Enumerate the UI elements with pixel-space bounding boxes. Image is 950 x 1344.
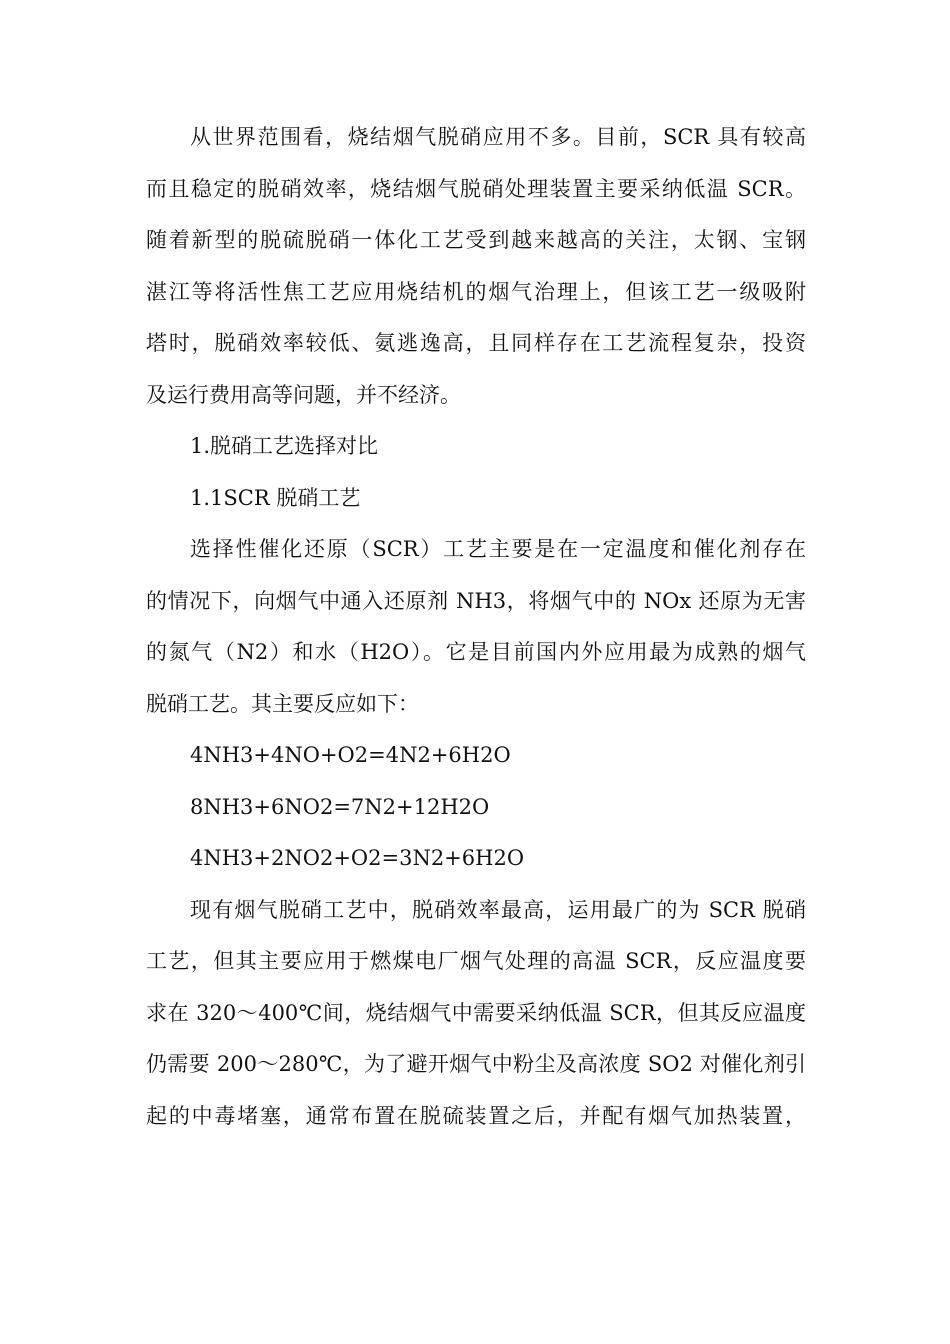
- text-line: 求在 320～400℃间，烧结烟气中需要采纳低温 SCR，但其反应温度: [146, 1000, 806, 1025]
- text-line: 选择性催化还原（SCR）工艺主要是在一定温度和催化剂存在: [190, 537, 806, 561]
- paragraph-comparison: [146, 885, 806, 1143]
- text-line: 工艺，但其主要应用于燃煤电厂烟气处理的高温 SCR，反应温度要: [146, 949, 806, 973]
- text-line: 塔时，脱硝效率较低、氨逃逸高，且同样存在工艺流程复杂，投资: [146, 331, 806, 355]
- text-line: 仍需要 200～280℃，为了避开烟气中粉尘及高浓度 SO2 对催化剂引: [146, 1052, 806, 1076]
- section-heading: 1.脱硝工艺选择对比: [190, 434, 379, 458]
- text-line: 现有烟气脱硝工艺中，脱硝效率最高，运用最广的为 SCR 脱硝: [190, 897, 806, 922]
- text-line: 湛江等将活性焦工艺应用烧结机的烟气治理上，但该工艺一级吸附: [146, 279, 806, 304]
- text-line: 脱硝工艺。其主要反应如下：: [146, 691, 419, 716]
- text-line: 从世界范围看，烧结烟气脱硝应用不多。目前，SCR 具有较高: [190, 125, 806, 149]
- document-body: [146, 112, 806, 1142]
- text-line: 的情况下，向烟气中通入还原剂 NH3，将烟气中的 NOx 还原为无害: [146, 588, 806, 613]
- equation: 8NH3+6NO2=7N2+12H2O: [190, 794, 490, 819]
- text-line: 起的中毒堵塞，通常布置在脱硫装置之后，并配有烟气加热装置，: [146, 1103, 806, 1128]
- text-line: 而且稳定的脱硝效率，烧结烟气脱硝处理装置主要采纳低温 SCR。: [146, 176, 806, 201]
- paragraph-intro: [146, 112, 806, 421]
- text-line: 的氮气（N2）和水（H2O）。它是目前国内外应用最为成熟的烟气: [146, 640, 806, 664]
- equation: 4NH3+4NO+O2=4N2+6H2O: [190, 743, 511, 767]
- text-line: 及运行费用高等问题，并不经济。: [146, 382, 461, 407]
- paragraph-scr: [146, 524, 806, 730]
- equation: 4NH3+2NO2+O2=3N2+6H2O: [190, 846, 525, 870]
- subsection-heading: 1.1SCR 脱硝工艺: [190, 485, 361, 510]
- text-line: 随着新型的脱硫脱硝一体化工艺受到越来越高的关注，太钢、宝钢: [146, 228, 806, 252]
